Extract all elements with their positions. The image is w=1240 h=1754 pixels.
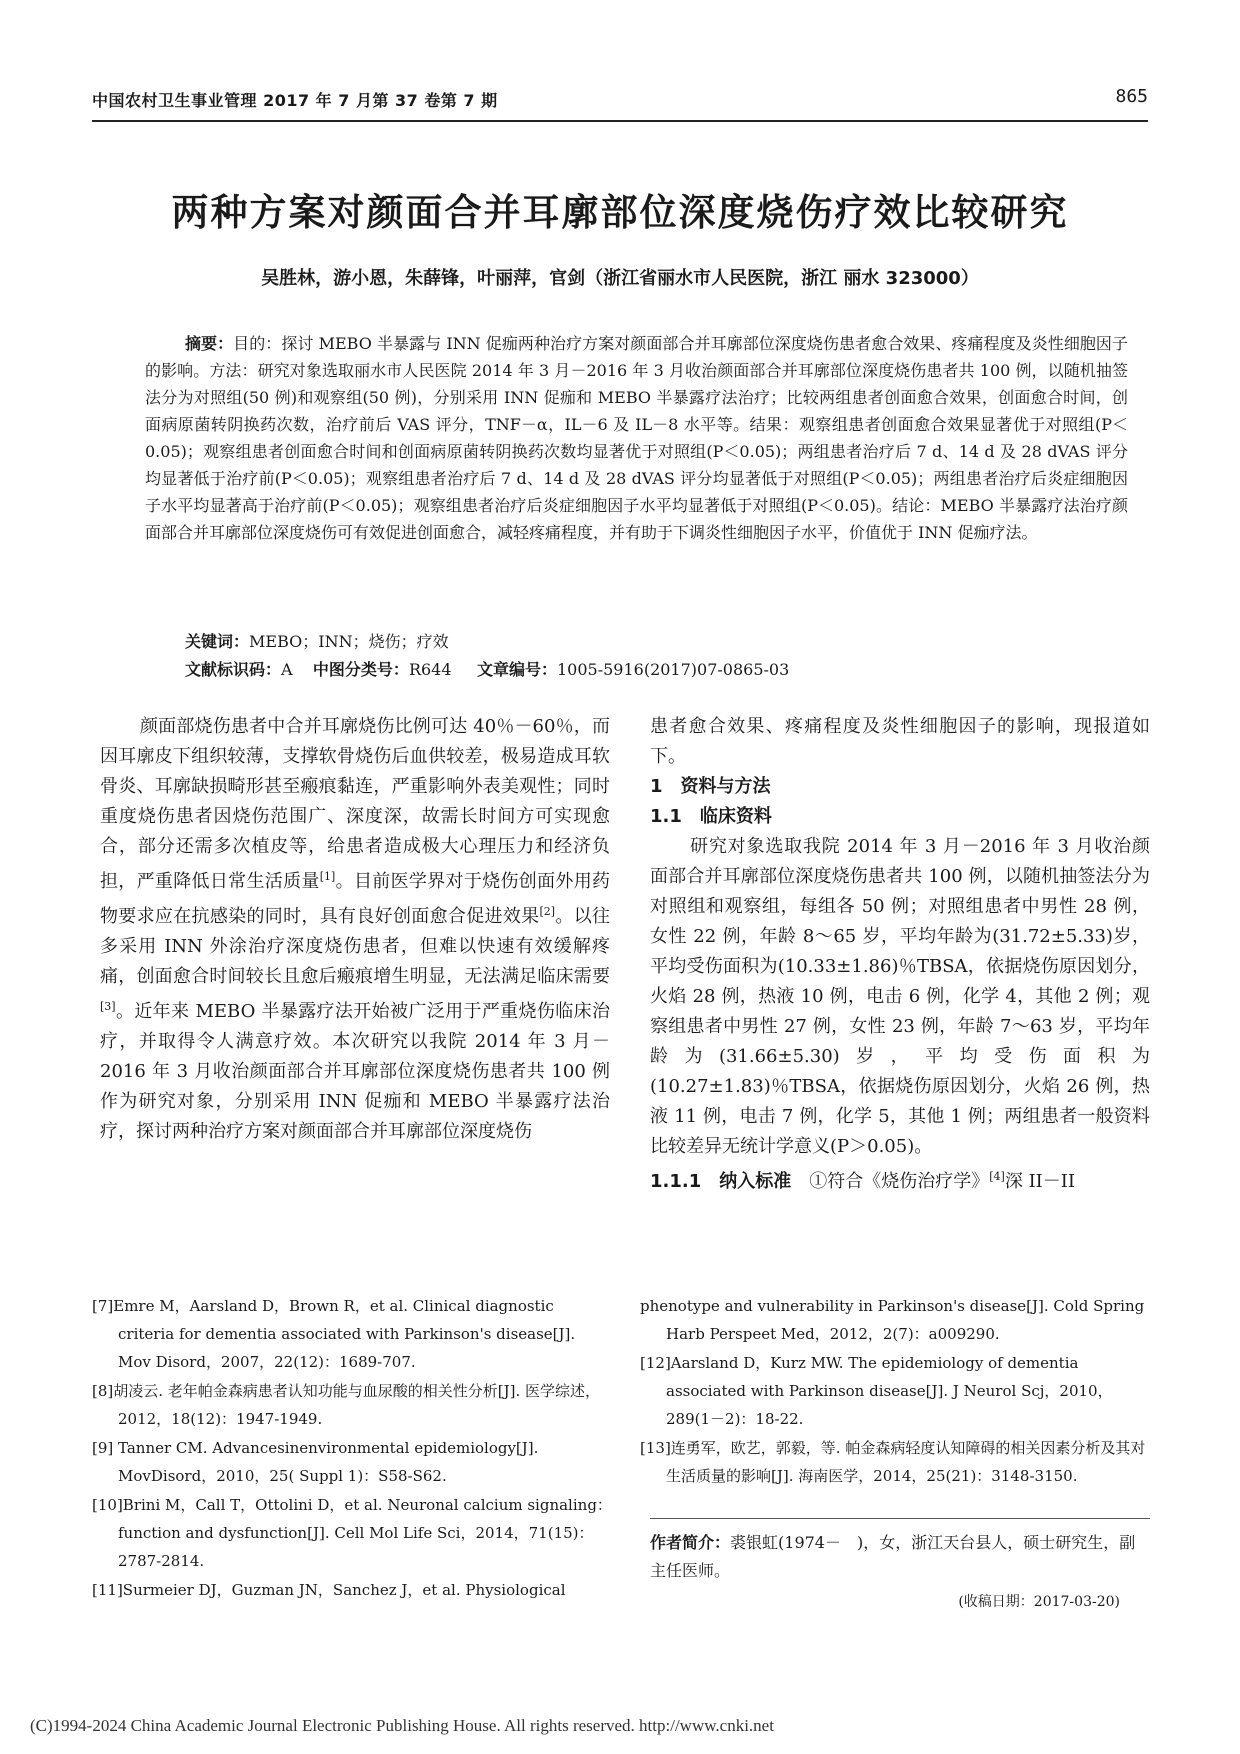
criteria-text-a: ①符合《烧伤治疗学》 xyxy=(791,1171,990,1192)
reference-item: [8]胡凌云. 老年帕金森病患者认知功能与血尿酸的相关性分析[J]. 医学综述，2012，18(12)：1947-1949. xyxy=(92,1382,601,1428)
criteria-text-b: 深 II－II xyxy=(1004,1171,1076,1192)
author-bio xyxy=(650,1518,1150,1585)
citation-4: [4] xyxy=(989,1170,1005,1183)
doc-code: A xyxy=(281,660,293,679)
reference-item: [9] Tanner CM. Advancesinenvironmental epidemiology[J]. MovDisord，2010，25( Suppl 1)：S58-S62. xyxy=(92,1439,539,1485)
section-heading-1-1-1: 1.1.1 纳入标准 xyxy=(650,1171,792,1192)
article-no-label: 文章编号： xyxy=(476,660,557,679)
article-no: 1005-5916(2017)07-0865-03 xyxy=(556,660,790,679)
page-number: 865 xyxy=(1115,86,1148,107)
body-right-column xyxy=(650,712,1150,1197)
abstract xyxy=(145,330,1128,546)
journal-name: 中国农村卫生事业管理 2017 年 7 月第 37 卷第 7 期 xyxy=(92,91,498,110)
intro-text-2: 。目前医学界对于烧伤创面外用药物要求应在抗感染的同时，具有良好创面愈合促进效果 xyxy=(100,871,611,927)
clc-label: 中图分类号： xyxy=(312,660,409,679)
citation-1: [1] xyxy=(319,870,336,883)
doc-code-label: 文献标识码： xyxy=(185,660,282,679)
intro-continuation: 患者愈合效果、疼痛程度及炎性细胞因子的影响，现报道如下。 xyxy=(650,716,1150,767)
intro-text-4: 。近年来 MEBO 半暴露疗法开始被广泛用于严重烧伤临床治疗，并取得令人满意疗效。本次研究以我院 2014 年 3 月－2016 年 3 月收治颜面部合并耳廓部位深度烧伤患者共 100 例作为研究对象，分别采用 INN 促痂和 MEBO 半暴露疗法治疗，探讨两种治疗方案对颜面部合并耳廓部位深度烧伤 xyxy=(100,1001,610,1142)
reference-item: [13]连勇军，欧艺，郭毅，等. 帕金森病轻度认知障碍的相关因素分析及其对生活质量的影响[J]. 海南医学，2014，25(21)：3148-3150. xyxy=(640,1439,1146,1485)
article-meta xyxy=(185,628,789,684)
citation-3: [3] xyxy=(100,1000,116,1013)
section-heading-1: 1 资料与方法 xyxy=(650,776,771,797)
author-bio-text: 裘银虹(1974－ )，女，浙江天台县人，硕士研究生，副主任医师。 xyxy=(650,1533,1136,1580)
reference-item: [10]Brini M，Call T，Ottolini D，et al. Neuronal calcium signaling：function and dysfunction[J]. Cell Mol Life Sci，2014，71(15)：2787-2814. xyxy=(92,1496,612,1570)
article-title: 两种方案对颜面合并耳廓部位深度烧伤疗效比较研究 xyxy=(171,191,1069,234)
author-bio-label: 作者简介： xyxy=(650,1533,731,1552)
author-line: 吴胜林，游小恩，朱薛锋，叶丽萍，官剑（浙江省丽水市人民医院，浙江 丽水 323000） xyxy=(261,268,979,289)
clc-code: R644 xyxy=(408,660,452,679)
abstract-label: 摘要： xyxy=(185,334,234,353)
clinical-data-paragraph: 研究对象选取我院 2014 年 3 月－2016 年 3 月收治颜面部合并耳廓部位深度烧伤患者共 100 例，以随机抽签法分为对照组和观察组，每组各 50 例；对照组患者中男性 28 例，女性 22 例，年龄 8～65 岁，平均年龄为(31.72±5.33)岁，平均受伤面积为(10.33±1.86)％TBSA，依据烧伤原因划分，火焰 28 例，热液 10 例，电击 6 例，化学 4，其他 2 例；观察组患者中男性 27 例，女性 23 例，年龄 7～63 岁，平均年龄为(31.66±5.30)岁，平均受伤面积为(10.27±1.83)％TBSA，依据烧伤原因划分，火焰 26 例，热液 11 例，电击 7 例，化学 5，其他 1 例；两组患者一般资料比较差异无统计学意义(P＞0.05)。 xyxy=(650,836,1151,1157)
page-header xyxy=(92,86,1148,122)
citation-2: [2] xyxy=(539,905,556,918)
body-left-column xyxy=(100,712,610,1147)
intro-text-1: 颜面部烧伤患者中合并耳廓烧伤比例可达 40％－60％，而因耳廓皮下组织较薄，支撑软骨烧伤后血供较差，极易造成耳软骨炎、耳廓缺损畸形甚至瘢痕黏连，严重影响外表美观性；同时重度烧伤患者因烧伤范围广、深度深，故需长时间方可实现愈合，部分还需多次植皮等，给患者造成极大心理压力和经济负担，严重降低日常生活质量 xyxy=(100,716,610,892)
reference-item: [7]Emre M，Aarsland D，Brown R，et al. Clinical diagnostic criteria for dementia associated with Parkinson's disease[J]. Mov Disord，2007，22(12)：1689-707. xyxy=(92,1297,576,1371)
reference-item: [12]Aarsland D，Kurz MW. The epidemiology of dementia associated with Parkinson disease[J]. J Neurol Scj，2010，289(1－2)：18-22. xyxy=(640,1354,1113,1428)
intro-text-3: 。以往多采用 INN 外涂治疗深度烧伤患者，但难以快速有效缓解疼痛，创面愈合时间较长且愈后瘢痕增生明显，无法满足临床需要 xyxy=(100,906,611,987)
references-left xyxy=(92,1292,612,1605)
reference-item: phenotype and vulnerability in Parkinson's disease[J]. Cold Spring Harb Perspeet Med，2012，2(7)：a009290. xyxy=(640,1297,1145,1343)
section-heading-1-1: 1.1 临床资料 xyxy=(650,806,772,827)
reference-item: [11]Surmeier DJ，Guzman JN，Sanchez J，et al. Physiological xyxy=(92,1581,566,1599)
received-date: (收稿日期：2017-03-20) xyxy=(958,1594,1120,1610)
keywords-label: 关键词： xyxy=(185,632,250,651)
abstract-text: 目的：探讨 MEBO 半暴露与 INN 促痂两种治疗方案对颜面部合并耳廓部位深度烧伤患者愈合效果、疼痛程度及炎性细胞因子的影响。方法：研究对象选取丽水市人民医院 2014 年 3 月－2016 年 3 月收治颜面部合并耳廓部位深度烧伤患者共 100 例，以随机抽签法分为对照组(50 例)和观察组(50 例)，分别采用 INN 促痂和 MEBO 半暴露疗法治疗；比较两组患者创面愈合效果，创面愈合时间，创面病原菌转阴换药次数，治疗前后 VAS 评分，TNF－α，IL－6 及 IL－8 水平等。结果：观察组患者创面愈合效果显著优于对照组(P＜0.05)；观察组患者创面愈合时间和创面病原菌转阴换药次数均显著优于对照组(P＜0.05)；两组患者治疗后 7 d、14 d 及 28 dVAS 评分均显著低于治疗前(P＜0.05)；观察组患者治疗后 7 d、14 d 及 28 dVAS 评分均显著低于对照组(P＜0.05)；两组患者治疗后炎症细胞因子水平均显著高于治疗前(P＜0.05)；观察组患者治疗后炎症细胞因子水平均显著低于对照组(P＜0.05)。结论：MEBO 半暴露疗法治疗颜面部合并耳廓部位深度烧伤可有效促进创面愈合，减轻疼痛程度，并有助于下调炎性细胞因子水平，价值优于 INN 促痂疗法。 xyxy=(145,334,1128,542)
keywords-text: MEBO；INN；烧伤；疗效 xyxy=(249,632,449,651)
copyright-footer: (C)1994-2024 China Academic Journal Electronic Publishing House. All rights reserved. http://www.cnki.net xyxy=(30,1716,774,1735)
references-right xyxy=(640,1292,1150,1491)
